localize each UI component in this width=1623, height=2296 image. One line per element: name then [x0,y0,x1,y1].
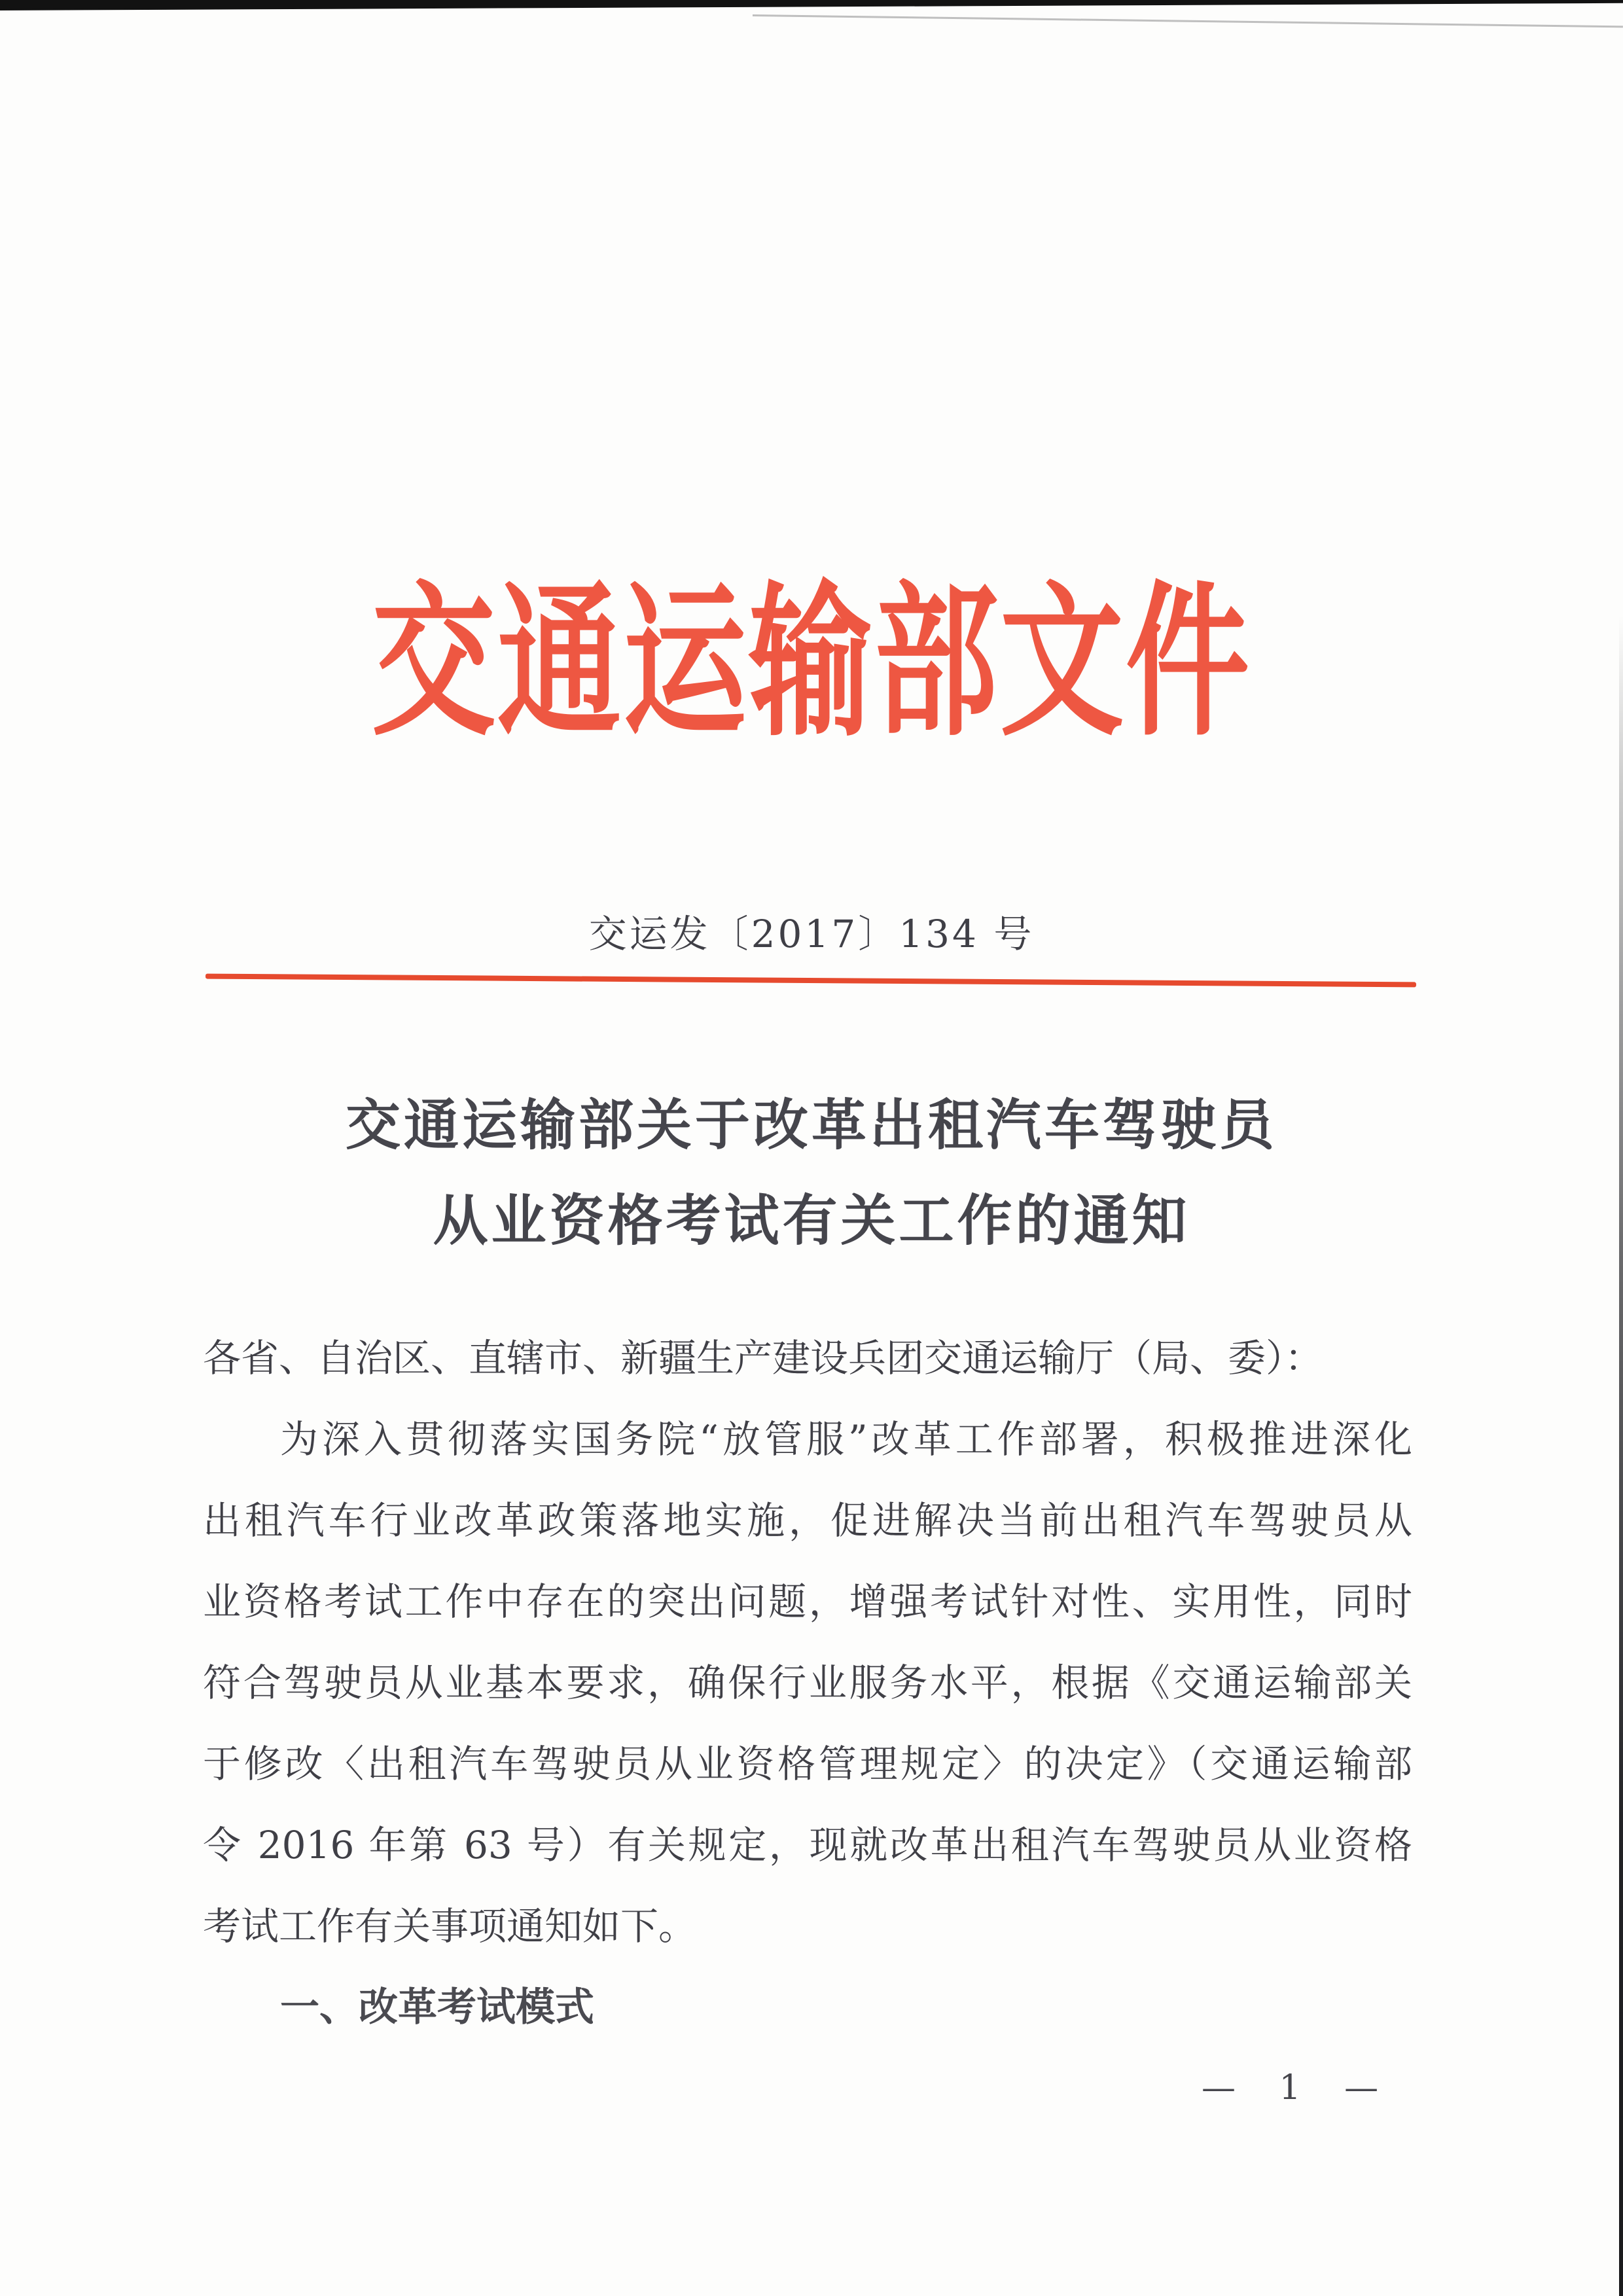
body-line: 业资格考试工作中存在的突出问题，增强考试针对性、实用性，同时 [203,1579,1412,1624]
body-line: 令 2016 年第 63 号）有关规定，现就改革出租汽车驾驶员从业资格 [203,1823,1412,1867]
body-line: 符合驾驶员从业基本要求，确保行业服务水平，根据《交通运输部关 [203,1660,1412,1705]
document-title-line-2: 从业资格考试有关工作的通知 [433,1189,1190,1253]
document-number: 交运发〔2017〕134 号 [588,912,1035,956]
body-line: 于修改〈出租汽车驾驶员从业资格管理规定〉的决定》（交通运输部 [203,1742,1412,1786]
red-divider-line [205,974,1416,988]
document-body [203,1318,1412,2048]
scan-right-edge-artifact [1619,615,1623,2296]
scan-top-hairline-artifact [753,14,1623,27]
section-heading: 一、改革考试模式 [280,1984,594,2030]
body-line: 为深入贯彻落实国务院“放管服”改革工作部署，积极推进深化 [280,1417,1412,1462]
body-line: 出租汽车行业改革政策落地实施，促进解决当前出租汽车驾驶员从 [203,1498,1412,1543]
document-title-line-1: 交通运输部关于改革出租汽车驾驶员 [345,1093,1277,1157]
salutation-line: 各省、自治区、直辖市、新疆生产建设兵团交通运输厅（局、委）： [203,1336,1323,1380]
letterhead-title: 交通运输部文件 [371,565,1251,759]
scan-top-edge-artifact [0,0,1623,10]
document-title [0,1077,1623,1268]
body-line: 考试工作有关事项通知如下。 [203,1904,697,1948]
page-number: — 1 — [1202,2068,1387,2108]
